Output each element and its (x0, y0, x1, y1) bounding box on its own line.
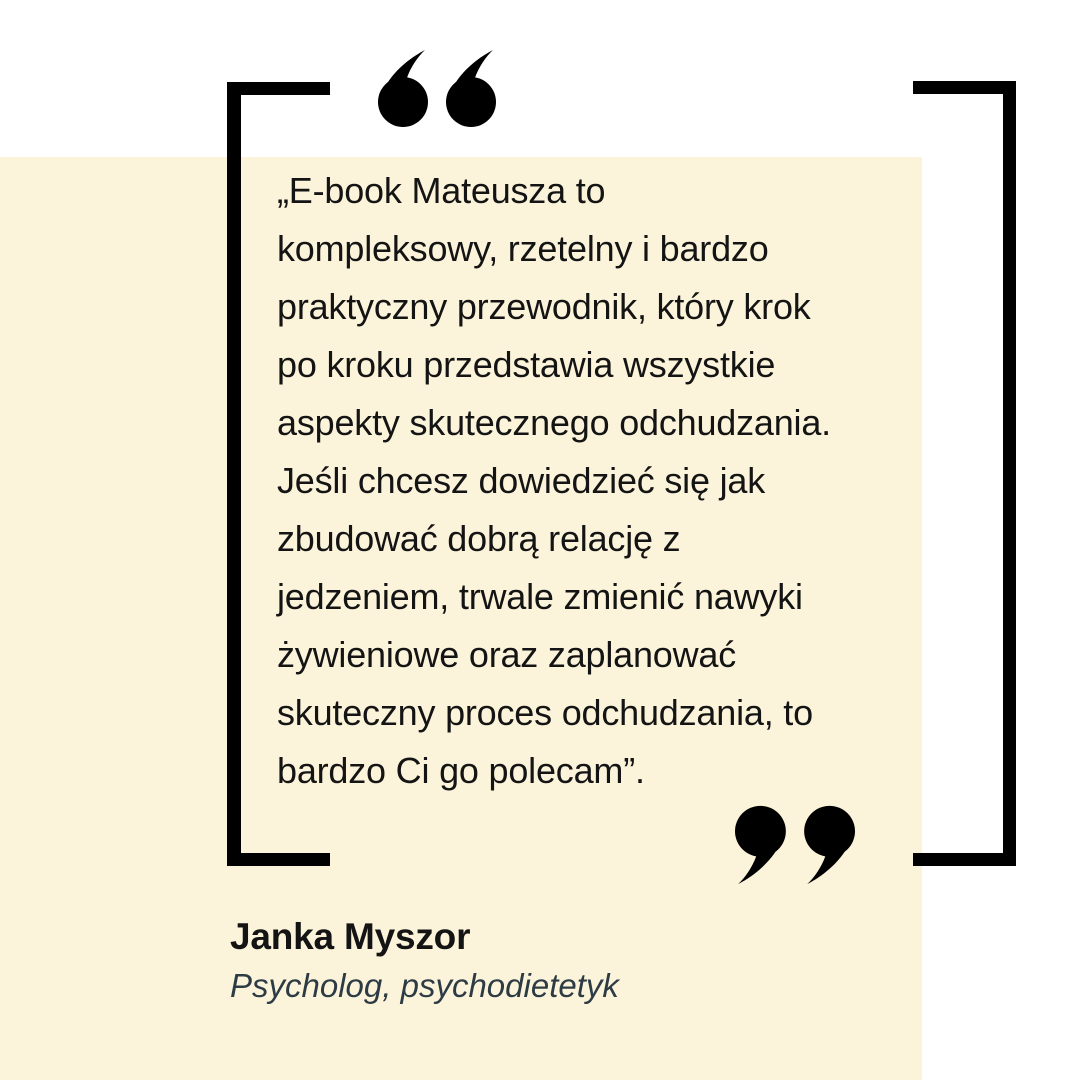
comma-left (804, 806, 855, 884)
author-name: Janka Myszor (230, 916, 471, 957)
comma-left (378, 50, 428, 127)
quote-line: żywieniowe oraz zaplanować (277, 634, 737, 675)
quote-line: po kroku przedstawia wszystkie (277, 344, 776, 385)
left-bracket-bottom-arm (227, 853, 330, 866)
left-bracket-vertical-bar (227, 82, 241, 866)
quote-line: bardzo Ci go polecam”. (277, 750, 645, 791)
author-role: Psycholog, psychodietetyk (230, 967, 619, 1004)
double-quote-open-icon (378, 50, 496, 128)
comma-right (735, 806, 786, 884)
comma-right (446, 50, 496, 127)
quote-line: praktyczny przewodnik, który krok (277, 286, 811, 327)
quote-line: „E-book Mateusza to (277, 170, 606, 211)
quote-line: Jeśli chcesz dowiedzieć się jak (277, 460, 766, 501)
quote-line: zbudować dobrą relację z (277, 518, 681, 559)
quote-line: aspekty skutecznego odchudzania. (277, 402, 831, 443)
attribution (230, 914, 619, 1006)
right-bracket-top-arm (913, 81, 1016, 94)
double-quote-close-icon (735, 802, 855, 887)
testimonial-text (277, 162, 1037, 800)
right-bracket-bottom-arm (913, 853, 1016, 866)
quote-line: jedzeniem, trwale zmienić nawyki (277, 576, 803, 617)
quote-line: skuteczny proces odchudzania, to (277, 692, 813, 733)
left-bracket-top-arm (227, 82, 330, 95)
quote-line: kompleksowy, rzetelny i bardzo (277, 228, 769, 269)
